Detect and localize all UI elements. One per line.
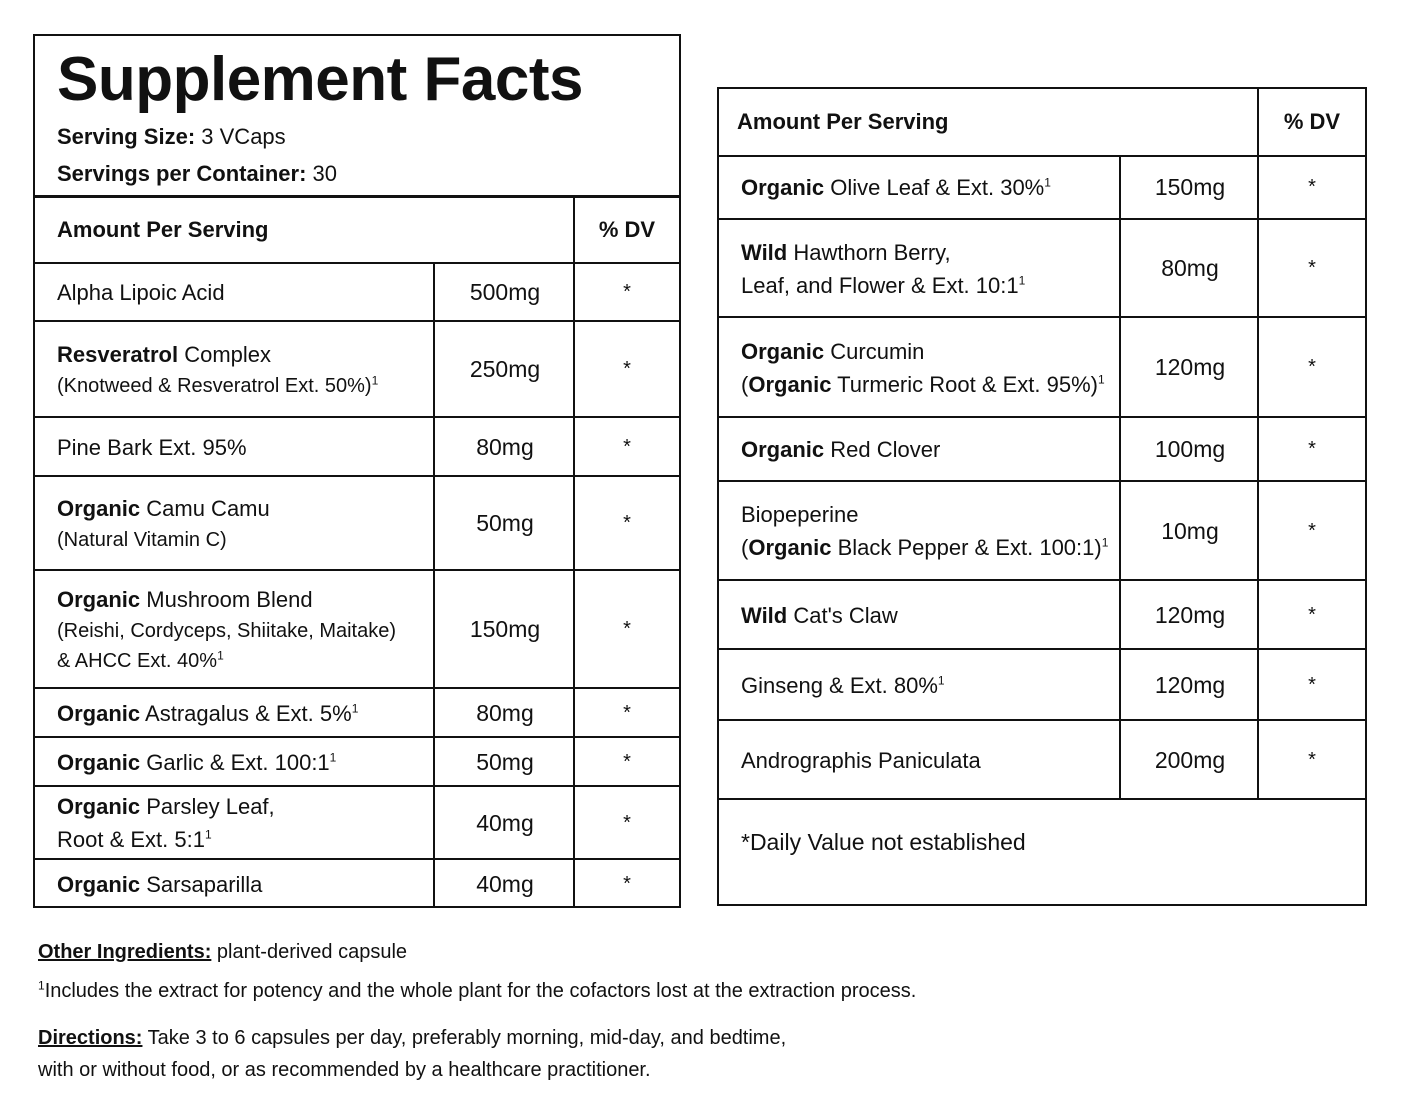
amount-cell: 40mg — [476, 809, 534, 836]
ingredient-line-2 — [741, 368, 1105, 401]
servings-value: 30 — [312, 161, 337, 186]
ingredient-bold: Organic — [57, 587, 141, 612]
amount-cell: 50mg — [476, 748, 534, 775]
ingredient-text: Ginseng & Ext. 80% — [741, 672, 938, 698]
amount-cell: 500mg — [469, 279, 541, 305]
ingredient-name — [719, 220, 1121, 317]
ingredient-text: Parsley Leaf, — [140, 794, 275, 819]
dv-cell: * — [623, 872, 631, 895]
dv-cell: * — [623, 512, 631, 534]
ingredient-text: Biopeperine — [741, 502, 859, 527]
ingredient-detail: Root & Ext. 5:1 — [57, 827, 205, 852]
ingredient-name — [719, 318, 1121, 417]
ingredient-line-1 — [741, 236, 951, 269]
ingredient-line-1 — [57, 746, 336, 779]
dv-cell: * — [1308, 603, 1316, 626]
footnote-superscript: 1 — [351, 701, 359, 716]
ingredient-line-1 — [741, 599, 898, 632]
ingredient-text: Olive Leaf & Ext. 30% — [824, 175, 1045, 200]
footnote-superscript: 1 — [371, 373, 379, 388]
ingredient-text: Alpha Lipoic Acid — [57, 280, 225, 305]
ingredient-bold: Organic — [57, 749, 141, 775]
amount-cell: 120mg — [1154, 354, 1226, 380]
ingredient-detail: (Reishi, Cordyceps, Shiitake, Maitake) — [57, 620, 397, 642]
amount-cell: 250mg — [469, 356, 541, 382]
ingredient-name — [719, 156, 1121, 219]
dv-cell: * — [623, 281, 631, 303]
footnote-superscript: 1 — [1101, 535, 1109, 550]
ingredient-name — [719, 482, 1121, 580]
dv-cell: * — [1308, 519, 1316, 542]
dv-cell: * — [1308, 438, 1316, 460]
ingredient-name — [719, 418, 1121, 481]
ingredient-detail: (Natural Vitamin C) — [57, 529, 227, 551]
dv-cell: * — [1308, 673, 1316, 696]
ingredient-detail: (Knotweed & Resveratrol Ext. 50%) — [57, 375, 372, 397]
ingredient-name — [35, 860, 435, 908]
amount-cell: 150mg — [469, 616, 541, 642]
footnote-superscript: 1 — [329, 750, 337, 765]
ingredient-line-1 — [741, 669, 945, 702]
ingredient-line-1 — [57, 697, 358, 730]
ingredient-text: Cat's Claw — [787, 602, 898, 628]
ingredient-text: Hawthorn Berry, — [787, 239, 951, 265]
ingredient-line-2 — [741, 269, 1025, 302]
servings-label: Servings per Container: — [57, 161, 307, 186]
ingredient-line-1 — [741, 335, 924, 368]
ingredient-name — [35, 571, 435, 688]
ingredient-text: Camu Camu — [140, 496, 270, 521]
ingredient-line-2 — [57, 823, 212, 856]
directions-label: Directions: — [38, 1027, 143, 1049]
ingredient-bold: Organic — [741, 175, 825, 200]
ingredient-line-1 — [57, 868, 262, 901]
footnote-superscript: 1 — [204, 827, 212, 842]
directions-line-1: Take 3 to 6 capsules per day, preferably morning, mid-day, and bedtime, — [142, 1027, 787, 1049]
ingredient-bold: Organic — [748, 535, 832, 560]
directions — [38, 1022, 786, 1054]
amount-cell: 120mg — [1154, 671, 1226, 698]
amount-cell: 10mg — [1161, 517, 1219, 544]
amount-cell: 80mg — [476, 433, 534, 460]
ingredient-name — [719, 721, 1121, 799]
ingredient-text: Garlic & Ext. 100:1 — [140, 749, 330, 775]
ingredient-name — [35, 738, 435, 786]
amount-cell: 40mg — [476, 870, 534, 897]
ingredient-text: Complex — [178, 342, 271, 367]
amount-cell: 120mg — [1154, 601, 1226, 628]
ingredient-line-1 — [57, 583, 313, 616]
ingredient-text: Curcumin — [824, 338, 925, 364]
dv-cell: * — [623, 750, 631, 773]
ingredient-line-1 — [57, 338, 271, 371]
ingredient-bold: Organic — [57, 794, 141, 819]
ingredient-line-2 — [57, 616, 396, 646]
dv-cell: * — [1308, 176, 1316, 198]
divider — [719, 798, 1365, 800]
dv-cell: * — [1308, 356, 1316, 378]
ingredient-text: Mushroom Blend — [140, 587, 313, 612]
amount-cell: 50mg — [476, 510, 534, 536]
right-header-dv: % DV — [1283, 109, 1341, 134]
dv-cell: * — [623, 811, 631, 834]
supplement-facts-left-panel — [33, 34, 681, 908]
ingredient-line-1 — [741, 171, 1051, 204]
ingredient-name — [35, 787, 435, 859]
ingredient-line-3 — [57, 646, 224, 676]
page-title: Supplement Facts — [57, 45, 583, 114]
ingredient-line-1 — [741, 744, 981, 777]
left-header-amount: Amount Per Serving — [57, 216, 269, 242]
footnote-superscript: 1 — [937, 673, 945, 688]
serving-size-label: Serving Size: — [57, 124, 196, 149]
ingredient-name — [35, 477, 435, 570]
amount-cell: 100mg — [1154, 436, 1226, 462]
footnote-superscript: 1 — [217, 648, 224, 663]
dv-cell: * — [623, 618, 631, 640]
ingredient-name — [35, 264, 435, 321]
paren: ( — [741, 371, 749, 397]
amount-cell: 200mg — [1154, 746, 1226, 773]
dv-cell: * — [623, 701, 631, 724]
servings-per-container — [57, 161, 337, 187]
right-header-amount: Amount Per Serving — [737, 109, 949, 134]
ingredient-detail: & AHCC Ext. 40% — [57, 650, 218, 672]
left-header-dv: % DV — [598, 216, 656, 242]
ingredient-bold: Organic — [741, 437, 825, 462]
ingredient-name — [35, 418, 435, 476]
ingredient-line-2 — [741, 531, 1108, 564]
ingredient-text: Sarsaparilla — [140, 871, 263, 897]
ingredient-text: Astragalus & Ext. 5% — [140, 700, 352, 726]
ingredient-line-1 — [57, 790, 275, 823]
other-ingredients — [38, 936, 407, 968]
ingredient-bold: Organic — [57, 496, 141, 521]
ingredient-detail: Leaf, and Flower & Ext. 10:1 — [741, 272, 1019, 298]
dv-cell: * — [1308, 257, 1316, 279]
serving-size — [57, 124, 286, 150]
supplement-facts-right-panel — [717, 87, 1367, 906]
ingredient-line-2 — [57, 525, 227, 555]
footnote-superscript: 1 — [1044, 175, 1051, 190]
ingredient-bold: Resveratrol — [57, 342, 179, 367]
serving-size-value: 3 VCaps — [201, 124, 286, 149]
dv-note: *Daily Value not established — [741, 829, 1026, 855]
ingredient-line-1 — [741, 498, 858, 531]
ingredient-line-1 — [57, 492, 270, 525]
ingredient-bold: Wild — [741, 602, 788, 628]
ingredient-bold: Organic — [57, 700, 141, 726]
footnote-text: Includes the extract for potency and the whole plant for the cofactors lost at the extraction process. — [44, 980, 917, 1002]
ingredient-name — [719, 581, 1121, 649]
footnote-superscript: 1 — [1098, 372, 1105, 387]
amount-cell: 80mg — [1161, 255, 1219, 281]
paren: ( — [741, 535, 749, 560]
other-ingredients-text: plant-derived capsule — [211, 941, 408, 963]
footnote-superscript: 1 — [1018, 273, 1026, 288]
ingredient-bold: Wild — [741, 239, 788, 265]
ingredient-text: Red Clover — [824, 437, 941, 462]
ingredient-name — [35, 689, 435, 737]
ingredient-name — [719, 650, 1121, 720]
ingredient-line-1 — [57, 431, 247, 464]
amount-cell: 150mg — [1154, 174, 1226, 200]
ingredient-detail: Turmeric Root & Ext. 95%) — [831, 371, 1098, 397]
ingredient-text: Pine Bark Ext. 95% — [57, 434, 247, 460]
amount-cell: 80mg — [476, 699, 534, 726]
dv-cell: * — [1308, 748, 1316, 771]
ingredient-bold: Organic — [741, 338, 825, 364]
ingredient-detail: Black Pepper & Ext. 100:1) — [831, 535, 1102, 560]
dv-cell: * — [623, 358, 631, 380]
ingredient-bold: Organic — [57, 871, 141, 897]
ingredient-text: Andrographis Paniculata — [741, 747, 981, 773]
ingredient-name — [35, 322, 435, 417]
ingredient-bold: Organic — [748, 371, 832, 397]
dv-cell: * — [623, 435, 631, 458]
directions-continued: with or without food, or as recommended by a healthcare practitioner. — [38, 1059, 651, 1081]
footnote — [38, 975, 916, 1007]
other-ingredients-label: Other Ingredients: — [38, 941, 212, 963]
ingredient-line-1 — [57, 276, 225, 309]
footnote-mark: 1 — [38, 978, 45, 993]
ingredient-line-2 — [57, 371, 378, 401]
ingredient-line-1 — [741, 433, 940, 466]
